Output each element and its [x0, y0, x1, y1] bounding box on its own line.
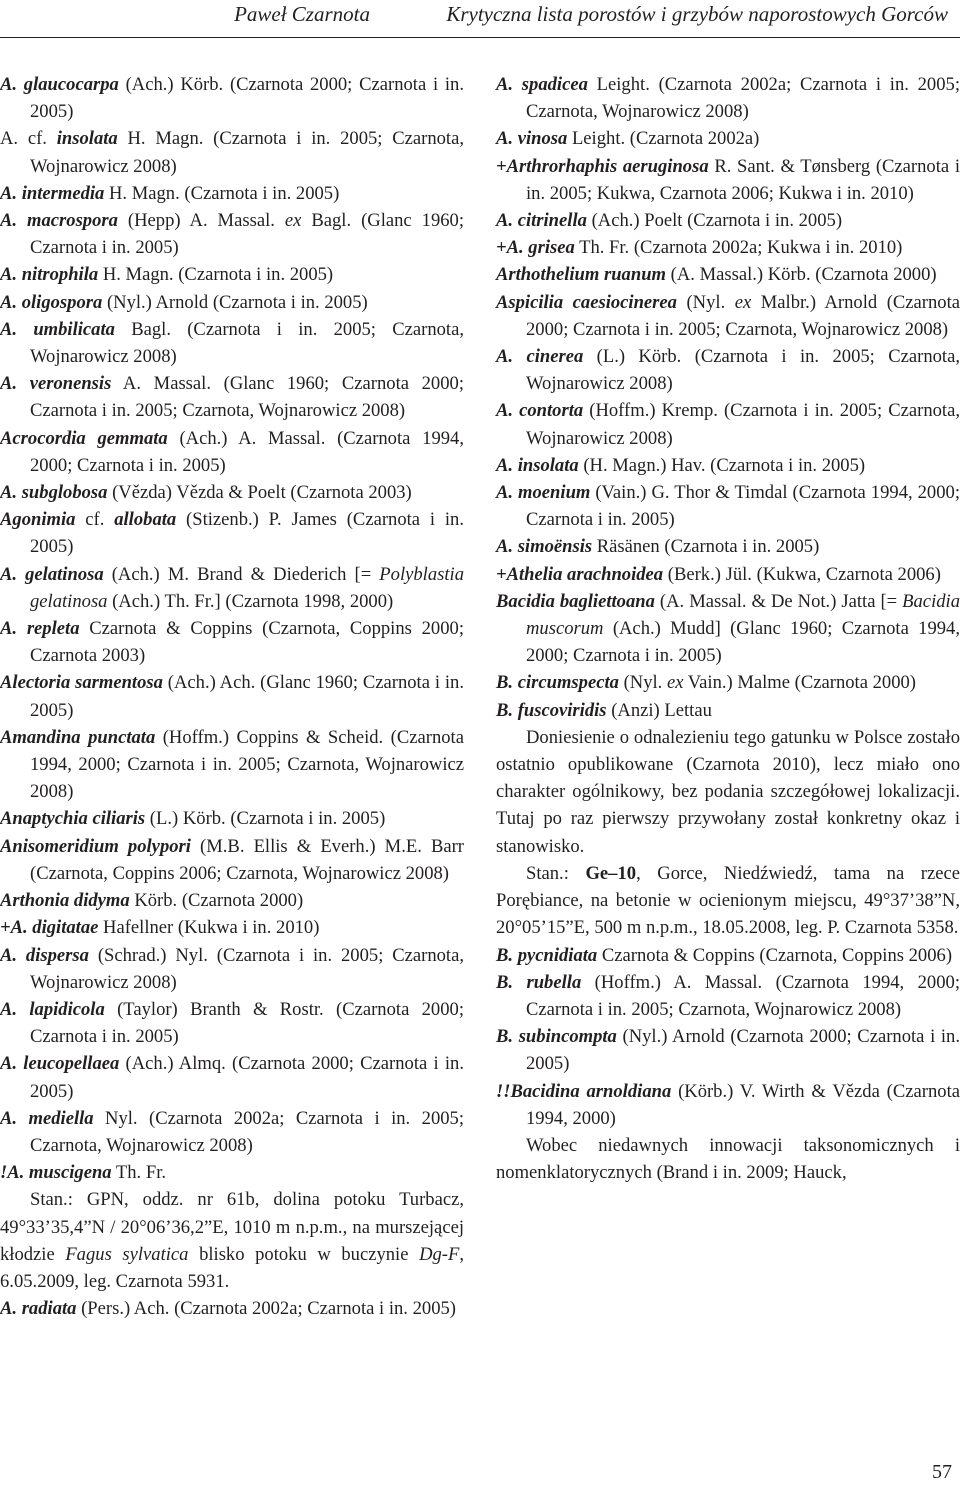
- header-title: Krytyczna lista porostów i grzybów naporostowych Gorców: [446, 2, 948, 26]
- entry-text: (Vězda) Vězda & Poelt (Czarnota 2003): [107, 482, 412, 504]
- taxon-name: A. insolata: [496, 454, 579, 476]
- taxon-name: allobata: [114, 509, 177, 531]
- entry-text: (Ach.) Mudd] (Glanc 1960; Czarnota 1994, 2000; Czarnota i in. 2005): [526, 618, 960, 667]
- paragraph: [0, 1186, 464, 1295]
- species-entry: [496, 561, 960, 588]
- paragraph: [496, 1132, 960, 1186]
- entry-text: Stan.: GPN, oddz. nr 61b, dolina potoku Turbacz, 49°33’35,4”N / 20°06’36,2”E, 1010 m n.p.m., na murszejącej kłodzie: [0, 1189, 464, 1265]
- taxon-name: Anaptychia ciliaris: [0, 808, 146, 830]
- species-entry: [496, 452, 960, 479]
- entry-text: Wobec niedawnych innowacji taksonomicznych i nomenklatorycznych (Brand i in. 2009; Hauck,: [496, 1134, 960, 1184]
- entry-text: R. Sant. & Tønsberg (Czarnota i in. 2005; Kukwa, Czarnota 2006; Kukwa i in. 2010): [526, 155, 960, 204]
- taxon-name: A. simoënsis: [496, 536, 593, 558]
- entry-text: Malbr.) Arnold (Czarnota 2000; Czarnota i in. 2005; Czarnota, Wojnarowicz 2008): [526, 291, 960, 340]
- species-entry: [496, 588, 960, 670]
- taxon-name: A. gelatinosa: [0, 563, 104, 585]
- paragraph: [496, 724, 960, 860]
- species-entry: [0, 316, 464, 370]
- right-column: [496, 71, 960, 1186]
- site-code: Ge–10: [585, 862, 637, 884]
- species-entry: [0, 561, 464, 615]
- taxon-name: +Arthrorhaphis aeruginosa: [496, 155, 709, 177]
- taxon-name: A. lapidicola: [0, 998, 105, 1020]
- species-entry: [0, 125, 464, 179]
- entry-text: (Ach.) Almq. (Czarnota 2000; Czarnota i in. 2005): [30, 1053, 464, 1102]
- entry-text: Nyl. (Czarnota 2002a; Czarnota i in. 2005; Czarnota, Wojnarowicz 2008): [30, 1107, 464, 1156]
- taxon-name: Arthonia didyma: [0, 890, 130, 912]
- entry-text: Th. Fr.: [111, 1162, 167, 1184]
- species-entry: [496, 343, 960, 397]
- entry-text: Th. Fr. (Czarnota 2002a; Kukwa i in. 2010): [574, 237, 903, 259]
- running-header: [0, 0, 960, 40]
- taxon-name: !!Bacidina arnoldiana: [496, 1080, 672, 1102]
- entry-text: A. Massal. (Glanc 1960; Czarnota 2000; Czarnota i in. 2005; Czarnota, Wojnarowicz 2008): [30, 373, 464, 422]
- header-author: Paweł Czarnota: [234, 2, 370, 26]
- entry-text: (Hepp) A. Massal.: [117, 210, 285, 232]
- entry-text: Räsänen (Czarnota i in. 2005): [592, 536, 820, 558]
- entry-text: (Nyl.) Arnold (Czarnota 2000; Czarnota i in. 2005): [526, 1026, 960, 1075]
- entry-text: cf.: [75, 509, 115, 531]
- entry-text: (A. Massal.) Körb. (Czarnota 2000): [666, 264, 937, 286]
- species-entry: [0, 996, 464, 1050]
- entry-text: (Hoffm.) A. Massal. (Czarnota 1994, 2000; Czarnota i in. 2005; Czarnota, Wojnarowicz 2008): [526, 971, 960, 1020]
- entry-text: (Hoffm.) Kremp. (Czarnota i in. 2005; Czarnota, Wojnarowicz 2008): [526, 400, 960, 449]
- species-entry: [0, 180, 464, 207]
- species-entry: [0, 942, 464, 996]
- species-entry: [0, 370, 464, 424]
- entry-text: (Nyl.: [618, 672, 667, 694]
- taxon-name: Bacidia bagliettoana: [496, 590, 655, 612]
- species-entry: [0, 1295, 464, 1322]
- entry-text: , Gorce, Niedźwiedź, tama na rzece Porębiance, na betonie w ocienionym miejscu, 49°37’38”N, 20°05’15”E, 500 m n.p.m., 18.05.2008, leg. P. Czarnota 5358.: [496, 862, 960, 939]
- taxon-name: B. rubella: [496, 971, 582, 993]
- species-entry: [496, 533, 960, 560]
- taxon-name: A. umbilicata: [0, 318, 115, 340]
- entry-text: (Pers.) Ach. (Czarnota 2002a; Czarnota i in. 2005): [76, 1298, 456, 1320]
- species-entry: [0, 289, 464, 316]
- species-entry: [496, 153, 960, 207]
- species-entry: [496, 479, 960, 533]
- taxon-name: A. leucopellaea: [0, 1053, 120, 1075]
- species-entry: [496, 289, 960, 343]
- taxon-name: +A. grisea: [496, 237, 575, 259]
- entry-text: (Ach.) Körb. (Czarnota 2000; Czarnota i in. 2005): [30, 74, 464, 123]
- taxon-name: +A. digitatae: [0, 917, 99, 939]
- species-entry: [0, 207, 464, 261]
- taxon-name: A. veronensis: [0, 373, 112, 395]
- italic-text: Fagus sylvatica: [65, 1243, 189, 1265]
- entry-text: (Anzi) Lettau: [606, 699, 712, 721]
- entry-text: (Vain.) G. Thor & Timdal (Czarnota 1994, 2000; Czarnota i in. 2005): [526, 482, 960, 531]
- taxon-name: A. vinosa: [496, 128, 568, 150]
- species-entry: [496, 234, 960, 261]
- species-entry: [0, 833, 464, 887]
- entry-text: (Hoffm.) Coppins & Scheid. (Czarnota 1994, 2000; Czarnota i in. 2005; Czarnota, Wojnarowicz 2008): [30, 726, 464, 803]
- taxon-name: A. moenium: [496, 482, 591, 504]
- entry-text: Körb. (Czarnota 2000): [129, 890, 304, 912]
- italic-text: Polyblastia gelatinosa: [30, 563, 464, 612]
- species-entry: [0, 1050, 464, 1104]
- entry-text: Doniesienie o odnalezieniu tego gatunku w Polsce zostało ostatnio opublikowane (Czarnota 2010), lecz miało ono charakter ogólnikowy, bez podania szczegółowej lokalizacji. Tutaj po raz pierwszy przywołany został konkretny okaz i stanowisko.: [496, 726, 960, 857]
- species-entry: [0, 1105, 464, 1159]
- entry-text: (Ach.) Th. Fr.] (Czarnota 1998, 2000): [107, 590, 394, 612]
- species-entry: [496, 207, 960, 234]
- entry-text: (M.B. Ellis & Everh.) M.E. Barr (Czarnota, Coppins 2006; Czarnota, Wojnarowicz 2008): [30, 835, 464, 884]
- taxon-name: Amandina punctata: [0, 726, 156, 748]
- taxon-name: A. mediella: [0, 1107, 94, 1129]
- species-entry: [496, 397, 960, 451]
- entry-text: (Ach.) M. Brand & Diederich [=: [103, 563, 380, 585]
- taxon-name: Aspicilia caesiocinerea: [496, 291, 677, 313]
- taxon-name: Anisomeridium polypori: [0, 835, 191, 857]
- entry-text: H. Magn. (Czarnota i in. 2005; Czarnota, Wojnarowicz 2008): [30, 128, 465, 177]
- taxon-name: A. cinerea: [496, 346, 584, 368]
- taxon-name: A. nitrophila: [0, 264, 99, 286]
- taxon-name: A. dispersa: [0, 944, 89, 966]
- entry-text: (Schrad.) Nyl. (Czarnota i in. 2005; Czarnota, Wojnarowicz 2008): [30, 944, 465, 993]
- entry-text: blisko potoku w buczynie: [188, 1243, 420, 1265]
- taxon-name: A. contorta: [496, 400, 584, 422]
- entry-text: Vain.) Malme (Czarnota 2000): [683, 672, 916, 694]
- entry-text: Leight. (Czarnota 2002a): [567, 128, 760, 150]
- taxon-name: A. oligospora: [0, 291, 103, 313]
- species-entry: [0, 425, 464, 479]
- taxon-name: +Athelia arachnoidea: [496, 563, 664, 585]
- taxon-name: B. pycnidiata: [496, 944, 598, 966]
- species-entry: [496, 261, 960, 288]
- entry-text: (Taylor) Branth & Rostr. (Czarnota 2000; Czarnota i in. 2005): [30, 998, 464, 1048]
- species-entry: [0, 1159, 464, 1186]
- taxon-name: Agonimia: [0, 509, 76, 531]
- species-entry: [496, 71, 960, 125]
- taxon-name: B. circumspecta: [496, 672, 619, 694]
- entry-text: , 6.05.2009, leg. Czarnota 5931.: [0, 1243, 464, 1292]
- page-number: 57: [932, 1461, 952, 1483]
- species-entry: [0, 261, 464, 288]
- taxon-name: A. glaucocarpa: [0, 74, 119, 95]
- taxon-name: Alectoria sarmentosa: [0, 672, 163, 694]
- taxon-name: A. subglobosa: [0, 482, 108, 504]
- entry-text: H. Magn. (Czarnota i in. 2005): [104, 182, 340, 204]
- header-rule: [0, 37, 960, 38]
- entry-text: Czarnota & Coppins (Czarnota, Coppins 2006): [597, 944, 953, 966]
- entry-text: A. cf.: [0, 128, 57, 150]
- taxon-name: Acrocordia gemmata: [0, 427, 168, 449]
- italic-text: ex: [284, 210, 302, 232]
- species-entry: [496, 942, 960, 969]
- entry-text: (Ach.) Poelt (Czarnota i in. 2005): [586, 210, 843, 232]
- taxon-name: A. radiata: [0, 1298, 77, 1320]
- entry-text: Bagl. (Glanc 1960; Czarnota i in. 2005): [30, 210, 464, 259]
- paragraph: [496, 860, 960, 942]
- species-entry: [0, 506, 464, 560]
- italic-text: Bacidia muscorum: [526, 590, 960, 640]
- taxon-name: !A. muscigena: [0, 1162, 112, 1184]
- entry-text: (A. Massal. & De Not.) Jatta [=: [654, 590, 903, 612]
- entry-text: (H. Magn.) Hav. (Czarnota i in. 2005): [578, 454, 866, 476]
- taxon-name: insolata: [56, 128, 118, 150]
- species-entry: [0, 479, 464, 506]
- entry-text: Stan.:: [526, 862, 586, 884]
- left-column: [0, 71, 464, 1322]
- italic-text: ex: [666, 672, 684, 694]
- entry-text: (Ach.) Ach. (Glanc 1960; Czarnota i in. 2005): [30, 672, 464, 721]
- entry-text: Leight. (Czarnota 2002a; Czarnota i in. 2005; Czarnota, Wojnarowicz 2008): [526, 74, 960, 123]
- taxon-name: A. spadicea: [496, 74, 588, 95]
- species-entry: [0, 805, 464, 832]
- species-entry: [0, 887, 464, 914]
- species-entry: [496, 969, 960, 1023]
- entry-text: Bagl. (Czarnota i in. 2005; Czarnota, Wojnarowicz 2008): [30, 318, 464, 368]
- taxon-name: B. fuscoviridis: [496, 699, 607, 721]
- italic-text: ex: [734, 291, 752, 313]
- entry-text: (Nyl.) Arnold (Czarnota i in. 2005): [102, 291, 368, 313]
- taxon-name: A. repleta: [0, 618, 80, 640]
- entry-text: Hafellner (Kukwa i in. 2010): [98, 917, 320, 939]
- species-entry: [496, 697, 960, 724]
- taxon-name: A. intermedia: [0, 182, 105, 204]
- species-entry: [496, 1023, 960, 1077]
- species-entry: [0, 71, 464, 125]
- taxon-name: Arthothelium ruanum: [496, 264, 667, 286]
- species-entry: [0, 615, 464, 669]
- species-entry: [496, 125, 960, 152]
- entry-text: (Stizenb.) P. James (Czarnota i in. 2005): [30, 509, 464, 558]
- species-entry: [0, 669, 464, 723]
- taxon-name: A. macrospora: [0, 210, 118, 232]
- entry-text: (Ach.) A. Massal. (Czarnota 1994, 2000; Czarnota i in. 2005): [30, 427, 464, 476]
- entry-text: Czarnota & Coppins (Czarnota, Coppins 2000; Czarnota 2003): [30, 618, 464, 667]
- species-entry: [0, 724, 464, 806]
- entry-text: H. Magn. (Czarnota i in. 2005): [98, 264, 334, 286]
- entry-text: (Körb.) V. Wirth & Vězda (Czarnota 1994, 2000): [526, 1080, 960, 1129]
- taxon-name: A. citrinella: [496, 210, 587, 232]
- entry-text: (L.) Körb. (Czarnota i in. 2005): [145, 808, 386, 830]
- italic-text: Dg-F: [419, 1243, 460, 1265]
- species-entry: [496, 669, 960, 696]
- taxon-name: B. subincompta: [496, 1026, 617, 1048]
- species-entry: [0, 914, 464, 941]
- entry-text: (L.) Körb. (Czarnota i in. 2005; Czarnota, Wojnarowicz 2008): [526, 346, 960, 395]
- entry-text: (Berk.) Jül. (Kukwa, Czarnota 2006): [663, 563, 941, 585]
- entry-text: (Nyl.: [676, 291, 735, 313]
- species-entry: [496, 1078, 960, 1132]
